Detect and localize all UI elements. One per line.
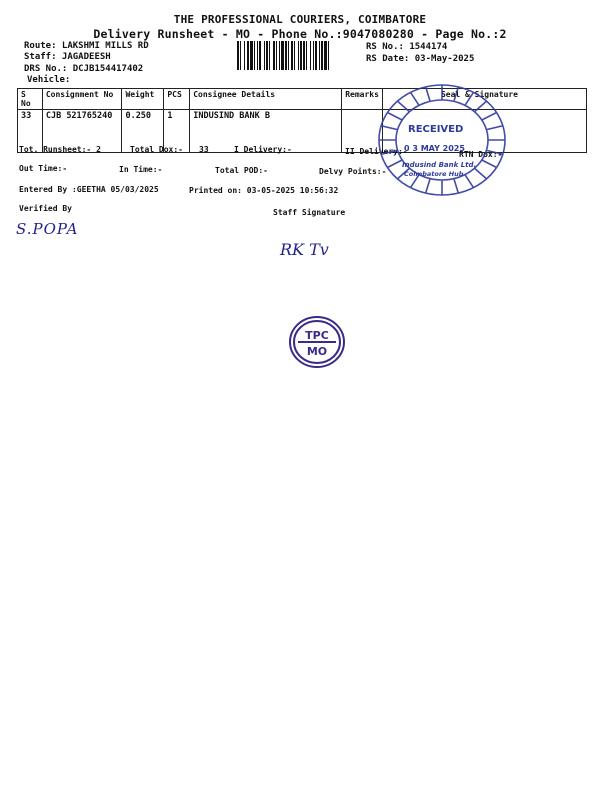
rtn-dox-label: RTN Dox:- <box>459 150 503 159</box>
barcode <box>236 41 359 70</box>
entered-by: Entered By :GEETHA 05/03/2025 <box>19 185 159 194</box>
total-pod-label: Total POD:- <box>215 166 268 175</box>
cell-consignee: INDUSIND BANK B <box>190 110 342 153</box>
delvy-points-label: Delvy Points:- <box>319 167 387 176</box>
received-stamp <box>372 80 512 198</box>
staff-signature: RK Tv <box>280 240 329 259</box>
vehicle-label: Vehicle: <box>27 75 71 85</box>
total-dox-label: Total Dox:- <box>130 145 183 154</box>
company-title: THE PROFESSIONAL COURIERS, COIMBATORE <box>173 13 427 26</box>
staff-signature-label: Staff Signature <box>273 208 346 217</box>
route-label: Route: LAKSHMI MILLS RD <box>24 41 149 51</box>
drs-number: DRS No.: DCJB154417402 <box>24 64 144 74</box>
tpc-mo-stamp <box>288 315 346 369</box>
in-time-label: In Time:- <box>119 165 163 174</box>
cell-pcs: 1 <box>164 110 190 153</box>
header-seal: Seal & Signature <box>382 89 586 110</box>
header-consignment: Consignment No <box>42 89 122 110</box>
total-dox-value: 33 <box>199 145 209 154</box>
stamp-bank: Indusind Bank Ltd. <box>402 161 477 169</box>
header-remarks: Remarks <box>342 89 383 110</box>
received-date: 0 3 MAY 2025 <box>404 144 465 153</box>
printed-on: Printed on: 03-05-2025 10:56:32 <box>189 186 339 195</box>
rs-number: RS No.: 1544174 <box>366 42 448 52</box>
i-delivery-label: I Delivery:- <box>234 145 292 154</box>
tpc-top-text: TPC <box>305 329 329 342</box>
header-weight: Weight <box>122 89 164 110</box>
rs-date: RS Date: 03-May-2025 <box>366 54 475 64</box>
staff-label: Staff: JAGADEESH <box>24 52 111 62</box>
tot-runsheet: Tot. Runsheet:- 2 <box>19 145 101 154</box>
out-time-label: Out Time:- <box>19 164 68 173</box>
cell-consignment: CJB 521765240 <box>42 110 122 153</box>
verified-by-label: Verified By <box>19 204 72 213</box>
stamp-hub: Coimbatore Hub <box>404 170 464 178</box>
verifier-signature: S.POPA <box>16 220 79 238</box>
cell-weight: 0.250 <box>122 110 164 153</box>
header-pcs: PCS <box>164 89 190 110</box>
ii-delivery-label: II Delivery:- <box>345 147 408 156</box>
cell-sno: 33 <box>18 110 43 153</box>
header-consignee: Consignee Details <box>190 89 342 110</box>
header-sno: S No <box>18 89 43 110</box>
received-word: RECEIVED <box>408 124 464 135</box>
runsheet-subtitle: Delivery Runsheet - MO - Phone No.:9047080280 - Page No.:2 <box>93 27 507 41</box>
tpc-bottom-text: MO <box>306 345 328 358</box>
